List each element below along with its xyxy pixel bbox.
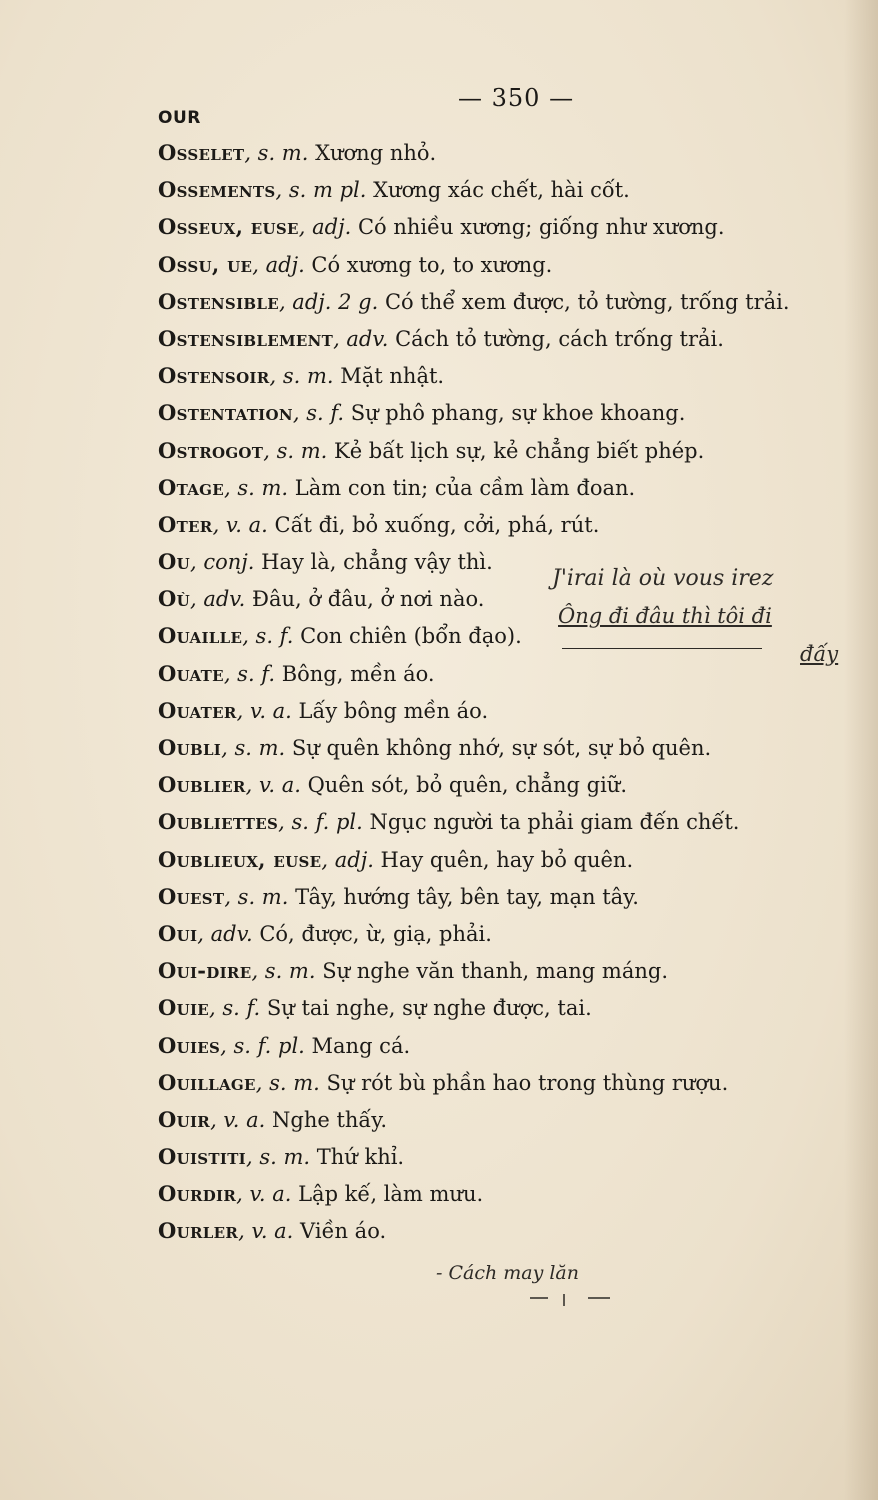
dictionary-entry xyxy=(158,655,838,692)
entry-definition: Hay quên, hay bỏ quên. xyxy=(373,847,634,872)
entry-definition: Sự phô phang, sự khoe khoang. xyxy=(344,401,686,426)
entry-definition: Con chiên (bổn đạo). xyxy=(293,624,522,649)
entry-definition: Hay là, chẳng vậy thì. xyxy=(254,550,493,575)
entry-grammar: , s. f. pl. xyxy=(220,1033,305,1058)
entry-headword: Ouies xyxy=(158,1032,221,1058)
entry-definition: Kẻ bất lịch sự, kẻ chẳng biết phép. xyxy=(327,438,705,463)
entry-headword: Oubliettes xyxy=(158,809,279,835)
entry-headword: Ourler xyxy=(158,1218,239,1244)
entry-headword: Ouillage xyxy=(158,1069,256,1095)
dictionary-entry xyxy=(158,246,838,283)
dictionary-entry xyxy=(158,915,838,952)
entry-grammar: , s. m. xyxy=(244,141,309,165)
entry-definition: Có xương to, to xương. xyxy=(304,252,553,277)
entry-definition: Nghe thấy. xyxy=(265,1107,388,1132)
entry-definition: Sự nghe văn thanh, mang máng. xyxy=(315,959,668,984)
entry-headword: Ostrogot xyxy=(158,437,264,463)
entry-grammar: , s. m. xyxy=(255,1070,320,1095)
entry-headword: Oubli xyxy=(158,735,222,760)
entry-grammar: , v. a. xyxy=(210,1107,266,1132)
entry-headword: Ouir xyxy=(158,1106,211,1132)
dictionary-entry xyxy=(158,1064,838,1101)
entry-definition: Có nhiều xương; giống như xương. xyxy=(351,215,725,240)
dictionary-entry xyxy=(158,432,838,469)
dictionary-entry xyxy=(158,357,838,394)
handwritten-note-continuation: đấy xyxy=(800,642,839,666)
entry-grammar: , v. a. xyxy=(236,698,292,723)
entry-grammar: , v. a. xyxy=(212,512,268,537)
entry-definition: Mặt nhật. xyxy=(333,364,445,389)
dictionary-entry xyxy=(158,1212,838,1249)
entry-headword: Ostentation xyxy=(158,400,293,426)
entry-headword: Ouate xyxy=(158,660,224,686)
entry-definition: Cất đi, bỏ xuống, cởi, phá, rút. xyxy=(267,512,600,537)
handwritten-bracket-line xyxy=(562,648,762,649)
entry-grammar: , adj. xyxy=(252,252,305,277)
entry-definition: Tây, hướng tây, bên tay, mạn tây. xyxy=(288,884,639,909)
entry-grammar: , adv. xyxy=(197,921,253,946)
entry-grammar: , s. f. xyxy=(292,401,345,426)
dictionary-entry xyxy=(158,1027,838,1064)
dictionary-entry xyxy=(158,506,838,543)
entry-headword: Ouest xyxy=(158,883,225,909)
entry-grammar: , s. m. xyxy=(224,475,289,500)
entry-definition: Cách tỏ tường, cách trống trải. xyxy=(388,326,724,351)
entry-headword: Ouie xyxy=(158,995,210,1021)
entry-headword: Ouater xyxy=(158,697,237,723)
entry-definition: Sự tai nghe, sự nghe được, tai. xyxy=(260,996,592,1021)
dictionary-entry xyxy=(158,134,838,171)
entry-definition: Quên sót, bỏ quên, chẳng giữ. xyxy=(300,773,628,798)
entry-grammar: , s. m. xyxy=(251,959,316,984)
entry-grammar: , s. m. xyxy=(224,884,289,909)
entry-headword: Ou xyxy=(158,549,190,575)
entry-grammar: , s. f. xyxy=(223,661,276,686)
entry-grammar: , adj. 2 g. xyxy=(278,289,379,314)
running-head: OUR xyxy=(158,108,201,128)
entry-headword: Oui xyxy=(158,920,198,946)
entry-headword: Ostensiblement xyxy=(158,325,334,351)
dictionary-entry xyxy=(158,283,838,320)
entry-headword: Ossements xyxy=(158,177,276,203)
dictionary-entry xyxy=(158,766,838,803)
handwritten-note-french: J'irai là où vous irez xyxy=(552,566,774,591)
entry-definition: Bông, mền áo. xyxy=(275,661,435,686)
entry-headword: Ourdir xyxy=(158,1181,237,1207)
entry-headword: Oublier xyxy=(158,772,246,798)
entry-headword: Où xyxy=(158,586,190,612)
entry-list xyxy=(158,134,838,1250)
entry-definition: Sự rót bù phần hao trong thùng rượu. xyxy=(319,1070,729,1095)
entry-headword: Ossu, ue xyxy=(158,251,253,277)
page-edge-shadow xyxy=(844,0,878,1500)
dictionary-entry xyxy=(158,171,838,208)
entry-grammar: , s. f. xyxy=(242,624,294,649)
entry-grammar: , adj. xyxy=(298,215,352,240)
entry-definition: Có thể xem được, tỏ tường, trống trải. xyxy=(378,289,790,314)
entry-grammar: , s. f. pl. xyxy=(278,810,363,835)
entry-grammar: , conj. xyxy=(189,550,255,575)
handwritten-note-vietnamese: Ông đi đâu thì tôi đi xyxy=(558,604,772,628)
dictionary-entry xyxy=(158,692,838,729)
dictionary-entry xyxy=(158,1138,838,1175)
handwritten-dashes xyxy=(526,1292,616,1308)
entry-definition: Thứ khỉ. xyxy=(310,1145,405,1170)
entry-grammar: , s. m. xyxy=(221,736,286,760)
entry-headword: Oublieux, euse xyxy=(158,846,322,872)
dictionary-entry xyxy=(158,729,838,766)
entry-grammar: , v. a. xyxy=(238,1219,294,1244)
entry-headword: Ostensible xyxy=(158,288,279,314)
entry-headword: Osselet xyxy=(158,140,245,165)
dictionary-entry xyxy=(158,803,838,840)
entry-definition: Xương xác chết, hài cốt. xyxy=(366,178,630,203)
entry-grammar: , v. a. xyxy=(236,1182,292,1207)
entry-grammar: , s. m. xyxy=(263,438,328,463)
entry-headword: Oter xyxy=(158,511,213,537)
entry-definition: Viền áo. xyxy=(293,1219,387,1244)
entry-definition: Có, được, ừ, giạ, phải. xyxy=(252,921,492,946)
entry-definition: Sự quên không nhớ, sự sót, sự bỏ quên. xyxy=(285,736,712,760)
entry-headword: Ouaille xyxy=(158,623,243,649)
entry-grammar: , s. f. xyxy=(209,996,261,1021)
dictionary-entry xyxy=(158,841,838,878)
entry-grammar: , v. a. xyxy=(245,773,301,798)
entry-grammar: , s. m. xyxy=(269,364,334,389)
entry-headword: Oui-dire xyxy=(158,958,252,984)
entry-definition: Lấy bông mền áo. xyxy=(291,698,489,723)
dictionary-entry xyxy=(158,320,838,357)
dictionary-entry xyxy=(158,878,838,915)
dictionary-entry xyxy=(158,394,838,431)
entry-grammar: , s. m. xyxy=(245,1145,311,1170)
entry-headword: Ostensoir xyxy=(158,363,270,389)
entry-definition: Đâu, ở đâu, ở nơi nào. xyxy=(245,587,485,612)
dictionary-entry xyxy=(158,208,838,245)
entry-grammar: , adv. xyxy=(333,326,389,351)
entry-definition: Làm con tin; của cầm làm đoan. xyxy=(288,475,636,500)
dictionary-entry xyxy=(158,1101,838,1138)
dictionary-entry xyxy=(158,989,838,1026)
entry-headword: Ouistiti xyxy=(158,1144,246,1170)
entry-definition: Mang cá. xyxy=(304,1033,411,1058)
entry-definition: Ngục người ta phải giam đến chết. xyxy=(362,810,740,835)
entry-grammar: , s. m pl. xyxy=(275,178,367,203)
entry-headword: Otage xyxy=(158,474,225,500)
page-number: — 350 — xyxy=(458,84,575,112)
entry-grammar: , adj. xyxy=(321,847,374,872)
dictionary-entry xyxy=(158,1175,838,1212)
entry-grammar: , adv. xyxy=(189,587,246,612)
entry-definition: Lập kế, làm mưu. xyxy=(291,1182,484,1207)
page-header xyxy=(158,84,778,128)
handwritten-note-ourler: - Cách may lăn xyxy=(436,1262,580,1284)
entry-headword: Osseux, euse xyxy=(158,214,299,240)
dictionary-entry xyxy=(158,469,838,506)
dictionary-entry xyxy=(158,952,838,989)
entry-definition: Xương nhỏ. xyxy=(308,141,437,165)
